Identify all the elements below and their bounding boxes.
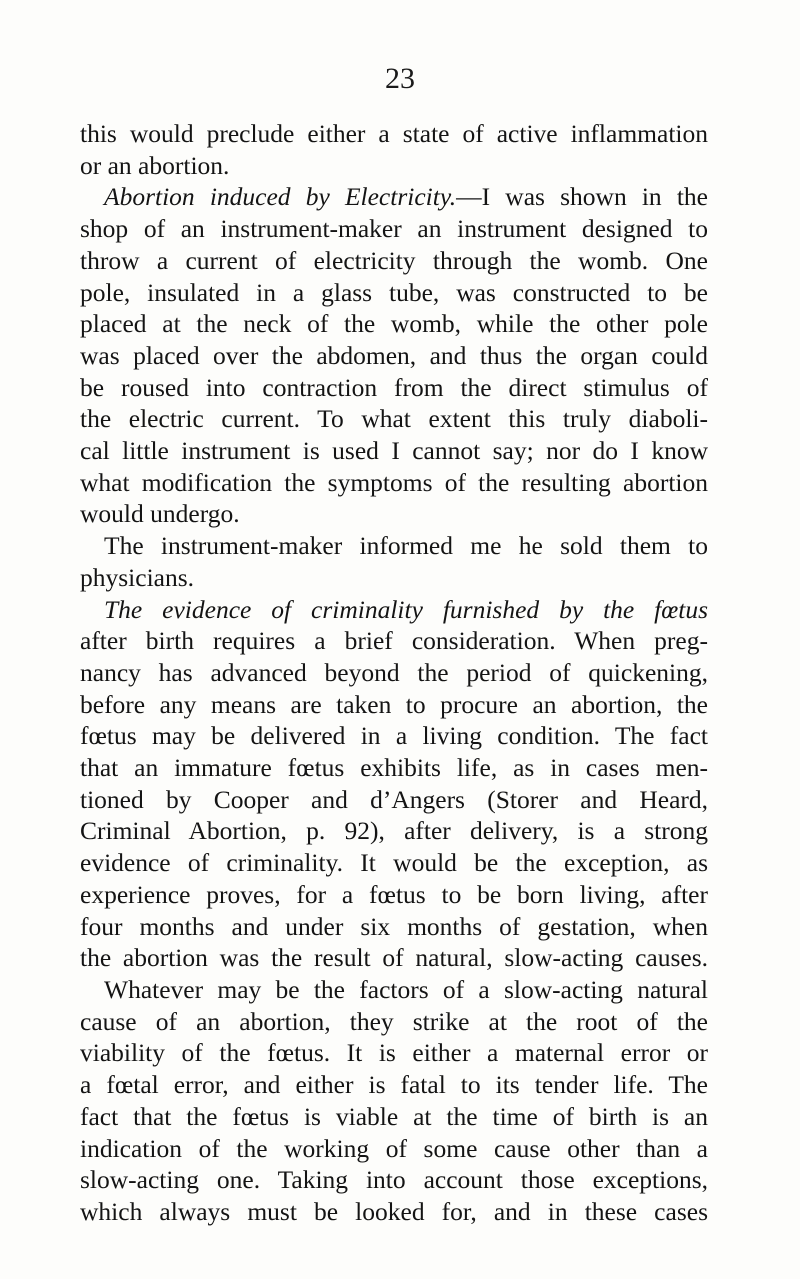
text-segment: before any means are taken to procure an abortion, the (80, 689, 708, 719)
text-segment: which always must be looked for, and in these cases (80, 1196, 708, 1226)
body-text (80, 118, 708, 1228)
text-segment: after birth requires a brief consideration. When preg- (80, 626, 708, 656)
text-segment: throw a current of electricity through the womb. One (80, 245, 708, 275)
text-line (80, 340, 708, 372)
text-line (80, 181, 708, 213)
text-segment: slow-acting one. Taking into account those exceptions, (80, 1165, 708, 1195)
text-segment: viability of the fœtus. It is either a maternal error or (80, 1038, 708, 1068)
text-line (80, 942, 708, 974)
text-line (80, 879, 708, 911)
text-segment: cause of an abortion, they strike at the root of the (80, 1006, 708, 1036)
text-line (80, 594, 708, 626)
text-line (80, 847, 708, 879)
text-line (80, 784, 708, 816)
text-line (80, 435, 708, 467)
text-segment: fœtus may be delivered in a living condition. The fact (80, 721, 708, 751)
text-line (80, 657, 708, 689)
text-line (80, 308, 708, 340)
text-segment: the electric current. To what extent this truly diaboli- (80, 404, 708, 434)
text-segment: shop of an instrument-maker an instrument designed to (80, 214, 708, 244)
text-line (80, 372, 708, 404)
text-line (80, 403, 708, 435)
italic-text: Abortion induced by Electricity. (104, 182, 457, 212)
text-segment: physicians. (80, 562, 195, 592)
text-line (80, 1101, 708, 1133)
text-segment: indication of the working of some cause other than a (80, 1133, 708, 1163)
text-line (80, 1006, 708, 1038)
text-line (80, 1164, 708, 1196)
text-line (80, 974, 708, 1006)
text-segment: or an abortion. (80, 150, 230, 180)
text-segment: fact that the fœtus is viable at the time of birth is an (80, 1101, 708, 1131)
text-segment: would undergo. (80, 499, 240, 529)
text-line (80, 467, 708, 499)
text-segment: The instrument-maker informed me he sold them to (104, 531, 708, 561)
text-segment: what modification the symptoms of the resulting abortion (80, 467, 708, 497)
text-line (80, 911, 708, 943)
text-line (80, 1037, 708, 1069)
text-segment: this would preclude either a state of active inflammation (80, 119, 708, 148)
text-segment: placed at the neck of the womb, while the other pole (80, 309, 708, 339)
text-segment: pole, insulated in a glass tube, was constructed to be (80, 277, 708, 307)
text-line (80, 1133, 708, 1165)
text-line (80, 720, 708, 752)
text-segment: be roused into contraction from the direct stimulus of (80, 372, 708, 402)
text-segment: a fœtal error, and either is fatal to its tender life. The (80, 1070, 708, 1100)
text-line (80, 1069, 708, 1101)
text-segment: tioned by Cooper and d’Angers (Storer and Heard, (80, 784, 708, 814)
text-line (80, 815, 708, 847)
text-segment: Whatever may be the factors of a slow-acting natural (104, 974, 708, 1004)
text-segment: four months and under six months of gestation, when (80, 911, 708, 941)
text-line (80, 562, 708, 594)
text-line (80, 689, 708, 721)
text-segment: evidence of criminality. It would be the exception, as (80, 848, 708, 878)
text-segment: the abortion was the result of natural, slow-acting causes. (80, 943, 708, 973)
text-segment: nancy has advanced beyond the period of quickening, (80, 657, 708, 687)
text-line (80, 498, 708, 530)
text-segment: experience proves, for a fœtus to be born living, after (80, 879, 708, 909)
text-line (80, 150, 708, 182)
text-segment: was placed over the abdomen, and thus the organ could (80, 340, 708, 370)
text-line (80, 530, 708, 562)
text-segment: cal little instrument is used I cannot say; nor do I know (80, 436, 708, 466)
page-number: 23 (385, 62, 415, 95)
text-segment: that an immature fœtus exhibits life, as in cases men- (80, 753, 708, 783)
text-line (80, 277, 708, 309)
text-line (80, 625, 708, 657)
text-line (80, 752, 708, 784)
text-line (80, 1196, 708, 1228)
text-line (80, 213, 708, 245)
text-line (80, 245, 708, 277)
text-segment: Criminal Abortion, p. 92), after delivery, is a strong (80, 816, 708, 846)
text-segment: —I was shown in the (456, 182, 709, 212)
italic-text: The evidence of criminality furnished by the fœtus (104, 594, 708, 624)
text-line (80, 118, 708, 150)
